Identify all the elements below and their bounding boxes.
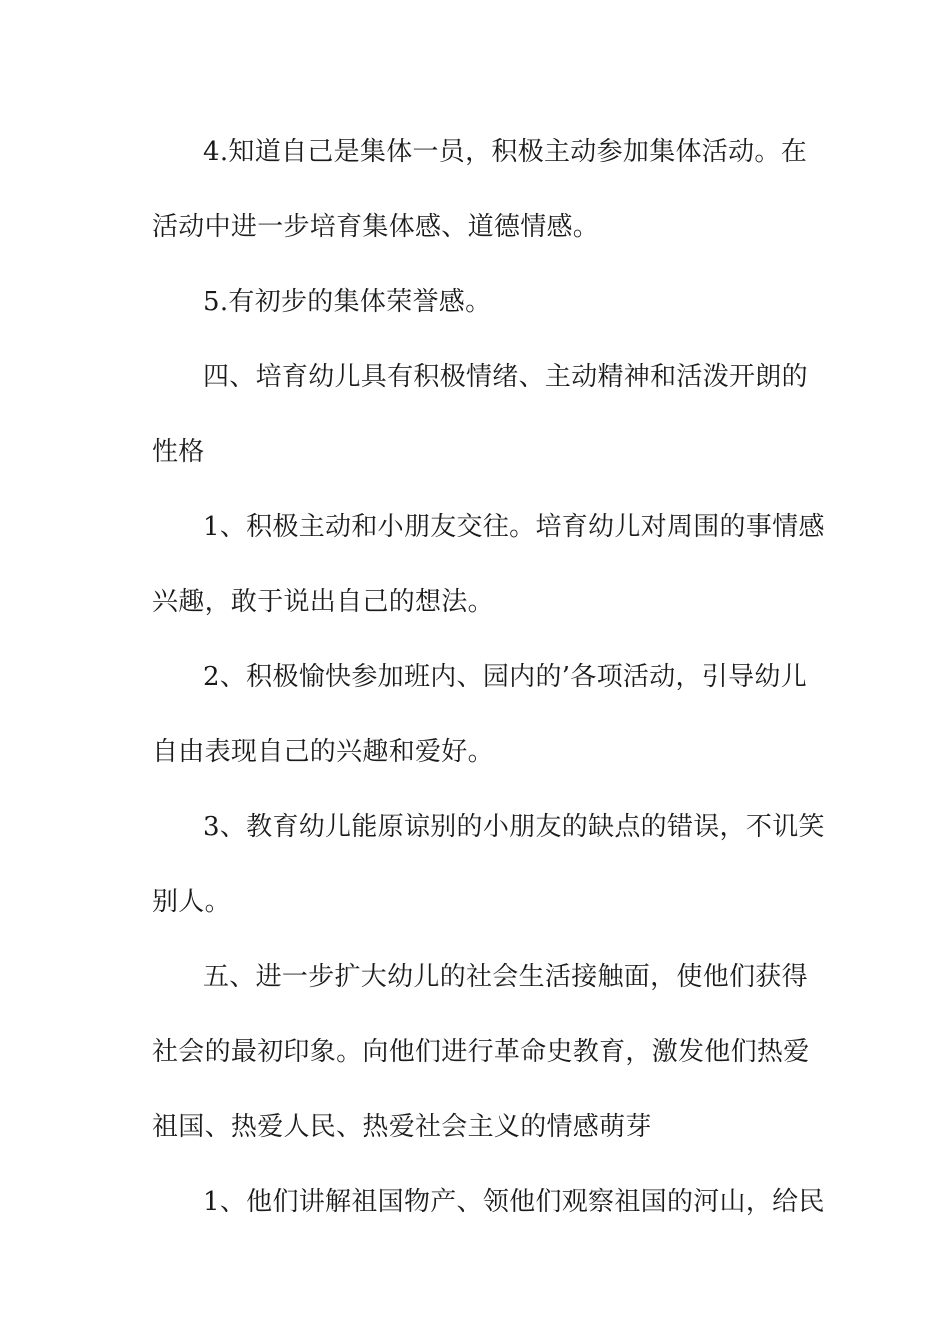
section-heading-line: 四、培育幼儿具有积极情绪、主动精神和活泼开朗的 bbox=[203, 362, 808, 392]
paragraph-line: 1、他们讲解祖国物产、领他们观察祖国的河山，给民 bbox=[203, 1187, 825, 1217]
section-heading-line: 性格 bbox=[152, 437, 205, 467]
paragraph-line: 自由表现自己的兴趣和爱好。 bbox=[152, 737, 494, 767]
paragraph-line: 3、教育幼儿能原谅别的小朋友的缺点的错误，不讥笑 bbox=[203, 812, 825, 842]
section-heading-line: 祖国、热爱人民、热爱社会主义的情感萌芽 bbox=[152, 1112, 652, 1142]
paragraph-line: 活动中进一步培育集体感、道德情感。 bbox=[152, 212, 600, 242]
section-heading-line: 五、进一步扩大幼儿的社会生活接触面，使他们获得 bbox=[203, 962, 808, 992]
paragraph-line: 1、积极主动和小朋友交往。培育幼儿对周围的事情感 bbox=[203, 512, 825, 542]
paragraph-line: 兴趣，敢于说出自己的想法。 bbox=[152, 587, 494, 617]
paragraph-line: 别人。 bbox=[152, 887, 231, 917]
paragraph-line: 4.知道自己是集体一员，积极主动参加集体活动。在 bbox=[203, 137, 808, 167]
paragraph-line: 2、积极愉快参加班内、园内的’各项活动，引导幼儿 bbox=[203, 662, 808, 692]
paragraph-line: 5.有初步的集体荣誉感。 bbox=[203, 287, 492, 317]
section-heading-line: 社会的最初印象。向他们进行革命史教育，激发他们热爱 bbox=[152, 1037, 810, 1067]
